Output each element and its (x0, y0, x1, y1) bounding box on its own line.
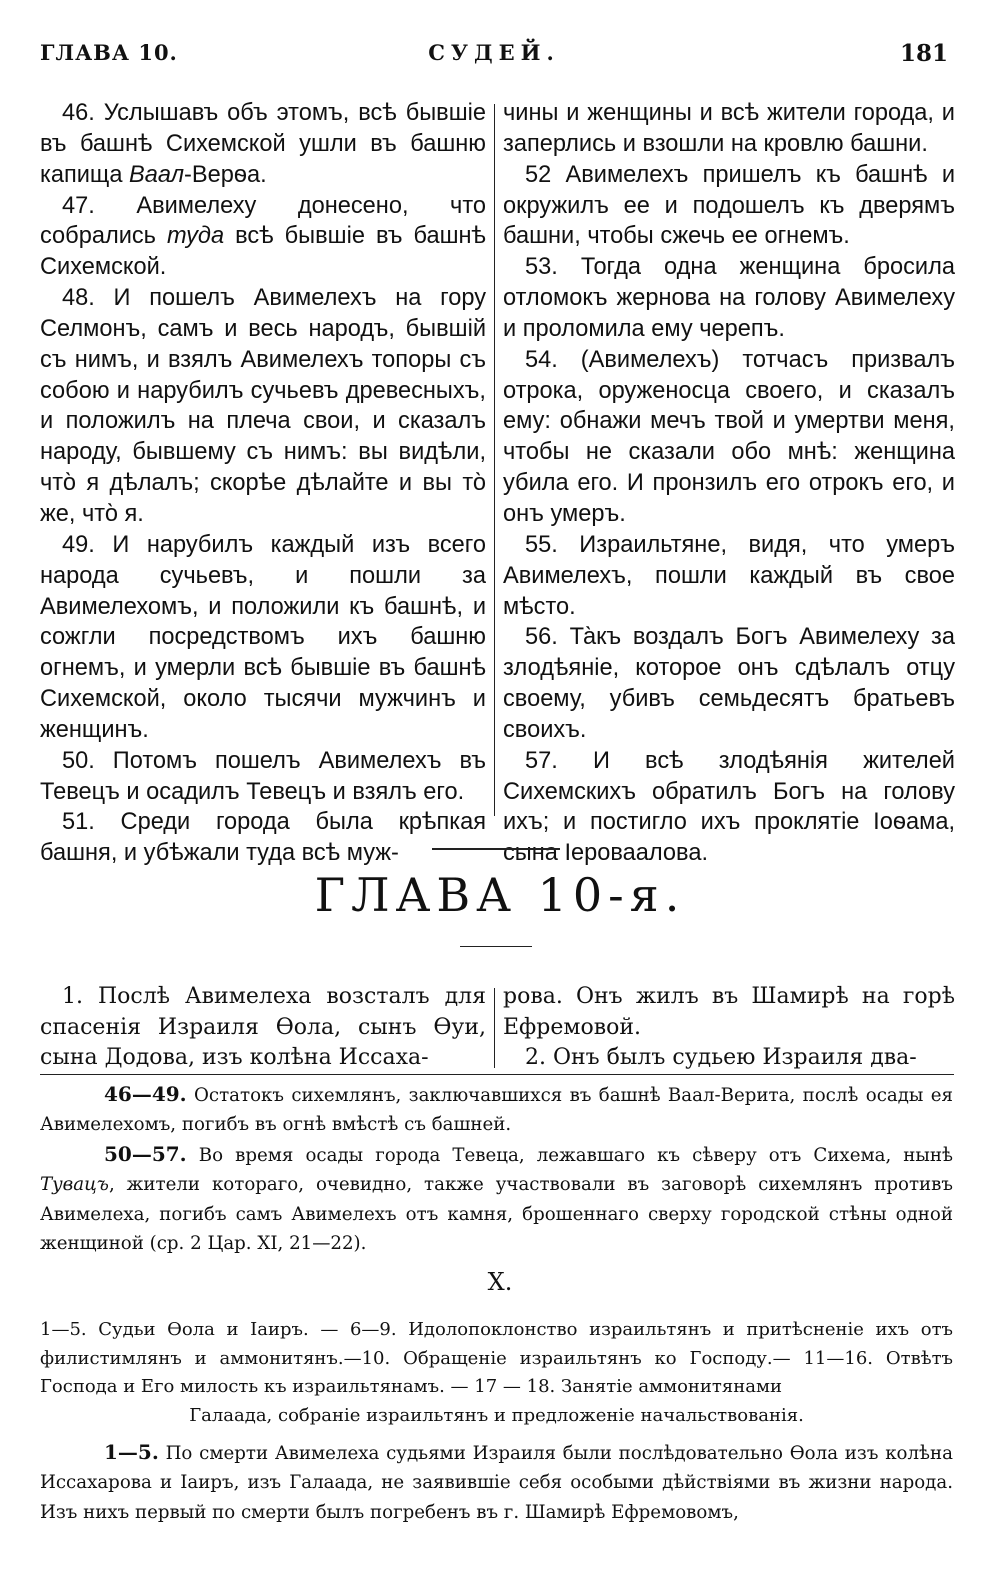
verse-50: 50. Потомъ пошелъ Авимелехъ въ Тевецъ и осадилъ Тевецъ и взялъ его. (40, 747, 486, 805)
verse-53: 53. Тогда одна женщина бросила отломокъ жернова на голову Авимелеху и проломила ему черепъ. (503, 254, 955, 342)
verse-number: 54. (525, 346, 558, 373)
chapter-left-column (40, 982, 486, 1074)
verse-number: 51. (62, 809, 95, 836)
header-book-title: СУДЕЙ. (428, 40, 560, 65)
summary-text: 1—5. Судьи Ѳола и Іаиръ. — 6—9. Идолопоклонство израильтянъ и притѣсненіе ихъ отъ филистимлянъ и аммонитянъ.—10. Обращеніе израильтянъ ко Господу.— 11—16. Отвѣтъ Господа и Его милость къ израильтянамъ. — 17 — 18. Занятіе аммонитянами (40, 1319, 953, 1397)
verse-46: 46. Услышавъ объ этомъ, всѣ бывшіе въ башнѣ Сихемской ушли въ башню капища Ваал-Верѳа. (40, 100, 486, 188)
commentary-range: 1—5. (104, 1440, 159, 1464)
verse-52: 52 Авимелехъ пришелъ къ башнѣ и окружилъ ее и подошелъ къ дверямъ башни, чтобы сжечь ее огнемъ. (503, 161, 955, 250)
commentary-chapter-9 (40, 1080, 953, 1258)
chapter-right-column (503, 982, 955, 1074)
verse-number: 55. (525, 531, 558, 558)
section-numeral: X. (487, 1268, 513, 1296)
column-divider (494, 104, 495, 816)
verse-51: 51. Среди города была крѣпкая башня, и убѣжали туда всѣ муж- (40, 809, 486, 867)
verse-51-continuation: чины и женщины и всѣ жители города, и заперлись и взошли на кровлю башни. (503, 100, 955, 157)
left-column (40, 98, 486, 869)
verse-57: 57. И всѣ злодѣянія жителей Сихемскихъ обратилъ Богъ на голову ихъ; и постигло ихъ проклятіе Іоѳама, сына Іероваалова. (503, 747, 955, 867)
running-header (40, 40, 948, 76)
commentary-separator (40, 1074, 954, 1075)
verse-number: 50. (62, 747, 95, 774)
commentary-chapter-10 (40, 1438, 953, 1527)
summary-last-line: Галаада, собраніе израильтянъ и предложеніе начальствованія. (189, 1404, 804, 1426)
verse-49: 49. И нарубилъ каждый изъ всего народа сучьевъ, и пошли за Авимелехомъ, и положили къ башнѣ, и сожгли посредствомъ ихъ башню огнемъ, и умерли всѣ бывшіе въ башнѣ Сихемской, около тысячи мужчинъ и женщинъ. (40, 531, 486, 743)
verse-number: 48. (62, 285, 95, 312)
verse-number: 57. (525, 747, 558, 774)
verse-48: 48. И пошелъ Авимелехъ на гору Селмонъ, самъ и весь народъ, бывшій съ нимъ, и взялъ Авимелехъ топоры съ собою и нарубилъ сучьевъ древесныхъ, и положилъ на плеча свои, и сказалъ народу, бывшему съ нимъ: вы видѣли, что̀ я дѣлалъ; скорѣе дѣлайте и вы то̀ же, что̀ я. (40, 285, 486, 527)
commentary-paragraph: 1—5. По смерти Авимелеха судьями Израиля были послѣдовательно Ѳола изъ колѣна Иссахарова и Іаиръ, изъ Галаада, не заявившіе себя особыми дѣйствіями въ жизни народа. Изъ нихъ первый по смерти былъ погребенъ въ г. Шамирѣ Ефремовомъ, (40, 1440, 953, 1523)
chapter-verse-1: 1. Послѣ Авимелеха возсталъ для спасенія Израиля Ѳола, сынъ Ѳуи, сына Додова, изъ колѣна Иссаха- (40, 984, 486, 1070)
verse-number: 46. (62, 100, 95, 126)
commentary-range: 50—57. (104, 1141, 187, 1166)
verse-56: 56. Та̀къ воздалъ Богъ Авимелеху за злодѣяніе, которое онъ сдѣлалъ отцу своему, убивъ семьдесятъ братьевъ своихъ. (503, 624, 955, 743)
title-rule-top (432, 848, 560, 850)
header-chapter: ГЛАВА 10. (40, 40, 178, 65)
commentary-range: 46—49. (104, 1082, 187, 1106)
verse-number: 52 (525, 161, 552, 188)
verse-54: 54. (Авимелехъ) тотчасъ призвалъ отрока, оруженосца своего, и сказалъ ему: обнажи мечъ твой и умертви меня, чтобы не сказали обо мнѣ: женщина убила его. И пронзилъ его отрокъ его, и онъ умеръ. (503, 346, 955, 527)
verse-55: 55. Израильтяне, видя, что умеръ Авимелехъ, пошли каждый въ свое мѣсто. (503, 531, 955, 620)
chapter-summary (40, 1316, 953, 1430)
verse-47: 47. Авимелеху донесено, что собрались туда всѣ бывшіе въ башнѣ Сихемской. (40, 192, 486, 281)
right-column (503, 98, 955, 869)
commentary-paragraph: 46—49. Остатокъ сихемлянъ, заключавшихся въ башнѣ Ваал-Верита, послѣ осады ея Авимелехомъ, погибъ въ огнѣ вмѣстѣ съ башней. (40, 1082, 953, 1136)
verse-number: 47. (62, 192, 95, 219)
chapter-verse-2: 2. Онъ былъ судьею Израиля два- (525, 1045, 917, 1070)
verse-number: 56. (525, 624, 558, 651)
verse-number: 53. (525, 254, 558, 281)
chapter-title: ГЛАВА 10-я. (314, 868, 686, 922)
page-number: 181 (899, 40, 948, 67)
commentary-paragraph: 50—57. Во время осады города Тевеца, лежавшаго къ сѣверу отъ Сихема, нынѣ Тувацъ, жители котораго, очевидно, также участвовали въ заговорѣ сихемлянъ противъ Авимелеха, погибъ самъ Авимелехъ отъ камня, брошеннаго сверху городской стѣны одной женщиной (ср. 2 Цар. XI, 21—22). (40, 1141, 953, 1255)
title-rule-bottom (460, 946, 532, 947)
chapter-column-divider (494, 988, 495, 1068)
chapter-verse-1-continuation: рова. Онъ жилъ въ Шамирѣ на горѣ Ефремовой. (503, 984, 955, 1040)
verse-number: 49. (62, 531, 95, 558)
